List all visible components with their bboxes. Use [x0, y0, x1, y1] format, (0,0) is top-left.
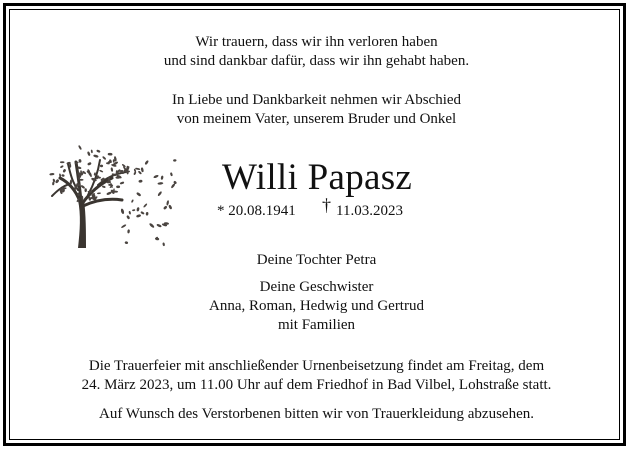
leaf — [62, 169, 66, 173]
leaf — [157, 191, 162, 197]
leaf — [87, 151, 91, 156]
leaf — [138, 170, 142, 174]
leaf — [102, 185, 106, 188]
leaf — [161, 175, 164, 180]
quote-line-1: Wir trauern, dass wir ihn verloren haben — [195, 34, 438, 50]
cross-icon: † — [322, 195, 331, 215]
leaf — [82, 196, 84, 201]
tree-leaves — [49, 145, 177, 246]
farewell-line-2: von meinem Vater, unserem Bruder und Onkel — [176, 111, 457, 127]
leaf — [140, 211, 145, 215]
ceremony-line-1: Die Trauerfeier mit anschließender Urnenbeisetzung findet am Freitag, dem — [88, 358, 545, 374]
tree-icon — [48, 140, 178, 252]
leaf — [135, 167, 140, 170]
family-line-1: Deine Tochter Petra — [256, 252, 377, 268]
leaf — [93, 154, 99, 158]
leaf — [124, 241, 128, 244]
leaf — [153, 174, 159, 178]
leaf — [97, 192, 101, 194]
leaf — [60, 161, 65, 163]
leaf — [108, 153, 113, 156]
ceremony-line-2: 24. März 2023, um 11.00 Uhr auf dem Friedhof in Bad Vilbel, Lohstraße statt. — [81, 377, 552, 393]
leaf — [78, 145, 82, 150]
leaf — [143, 203, 148, 208]
leaf — [49, 173, 54, 176]
leaf — [120, 181, 125, 184]
leaf — [168, 204, 172, 209]
leaf — [120, 208, 124, 214]
leaf — [166, 200, 169, 206]
leaf — [84, 188, 86, 192]
birth-date: * 20.08.1941 — [217, 203, 296, 219]
leaf — [100, 165, 103, 168]
farewell-line-1: In Liebe und Dankbarkeit nehmen wir Abschied — [171, 92, 462, 108]
leaf — [116, 185, 120, 188]
leaf — [149, 223, 155, 229]
leaf — [96, 149, 101, 153]
leaf — [156, 223, 162, 227]
leaf — [144, 160, 149, 165]
leaf — [128, 211, 131, 215]
family-line-3: Anna, Roman, Hedwig und Gertrud — [209, 298, 424, 314]
leaf — [59, 173, 61, 177]
leaf — [126, 215, 130, 220]
leaf — [170, 172, 173, 176]
leaf — [106, 191, 112, 195]
leaf — [136, 214, 141, 218]
leaf — [78, 159, 81, 163]
leaf — [162, 242, 165, 246]
leaf — [55, 179, 60, 184]
leaf — [60, 165, 64, 169]
leaf — [131, 199, 134, 203]
death-date: 11.03.2023 — [336, 203, 403, 219]
request-line: Auf Wunsch des Verstorbenen bitten wir von Trauerkleidung abzusehen. — [98, 406, 534, 422]
leaf — [136, 207, 139, 212]
leaf — [146, 212, 149, 216]
leaf — [99, 169, 103, 172]
leaf — [163, 205, 168, 210]
leaf — [127, 229, 130, 233]
leaf — [91, 149, 93, 153]
leaf — [87, 162, 92, 166]
leaf — [61, 174, 65, 177]
leaf — [132, 209, 135, 211]
leaf — [102, 156, 107, 160]
family-line-2: Deine Geschwister — [259, 279, 374, 295]
leaf — [141, 167, 144, 172]
leaf — [52, 178, 55, 182]
leaf — [136, 192, 142, 197]
leaf — [110, 167, 113, 172]
leaf — [133, 171, 136, 175]
leaf — [138, 180, 142, 183]
leaf — [173, 159, 177, 162]
leaf — [121, 224, 127, 229]
deceased-name: Willi Papasz — [222, 157, 413, 198]
leaf — [157, 182, 163, 185]
quote-line-2: und sind dankbar dafür, dass wir ihn gehabt haben. — [163, 53, 470, 69]
family-line-4: mit Familien — [277, 317, 356, 333]
